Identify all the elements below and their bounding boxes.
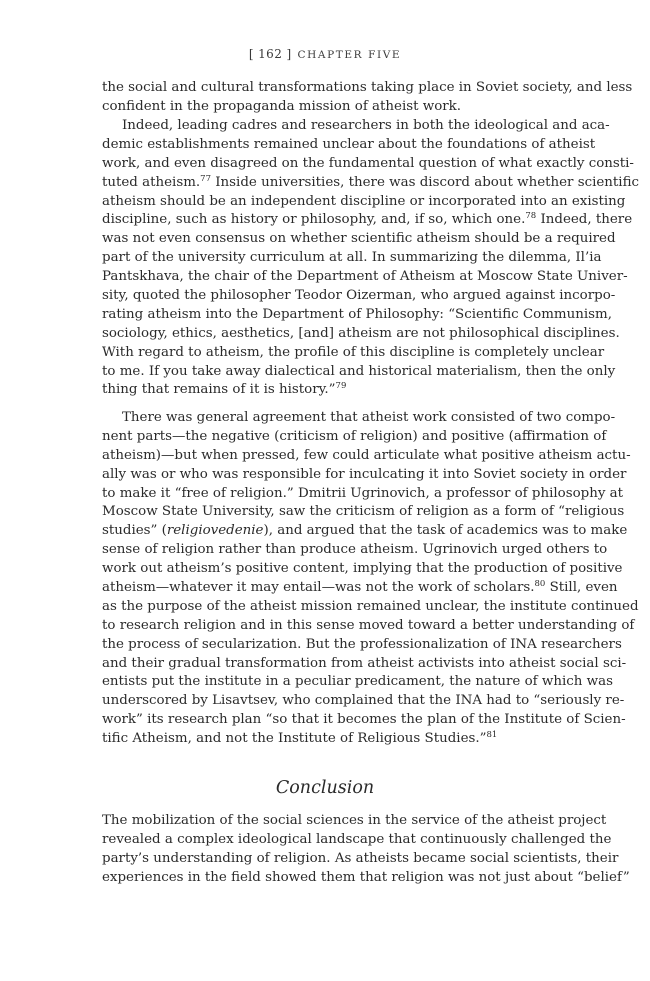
line-text: nent parts—the negative (criticism of religion) and positive (affirmation of: [102, 428, 607, 444]
line-text: to me. If you take away dialectical and historical materialism, then the only: [102, 363, 616, 379]
line-text: sity, quoted the philosopher Teodor Oizerman, who argued against incorpo-: [102, 288, 616, 304]
line-text: and their gradual transformation from atheist activists into atheist social sci-: [102, 655, 627, 671]
text-line: [102, 503, 625, 522]
chapter-title: CHAPTER FIVE: [297, 49, 402, 61]
text-line: [102, 344, 605, 363]
text-line: [102, 193, 626, 212]
text-line: [102, 560, 623, 579]
text-line: [102, 522, 628, 541]
line-text: sense of religion rather than produce atheism. Ugrinovich urged others to: [102, 542, 608, 558]
line-text: tific Atheism, and not the Institute of Religious Studies.”: [102, 731, 487, 747]
line-text: Indeed, there: [536, 212, 633, 228]
text-line: [102, 655, 627, 674]
line-text: to research religion and in this sense moved toward a better understanding of: [102, 617, 635, 633]
line-text: Indeed, leading cadres and researchers in both the ideological and aca-: [122, 118, 610, 133]
line-text: studies” (: [102, 523, 167, 539]
line-text: entists put the institute in a peculiar predicament, the nature of which was: [102, 674, 613, 690]
footnote-reference[interactable]: 81: [486, 730, 498, 741]
text-line: [102, 155, 634, 174]
line-text: experiences in the field showed them that religion was not just about “belief”: [102, 869, 630, 885]
line-text: to make it “free of religion.” Dmitrii Ugrinovich, a professor of philosophy at: [102, 485, 624, 501]
text-line: [102, 268, 628, 287]
text-line: [102, 617, 635, 636]
footnote-reference[interactable]: 78: [525, 211, 537, 222]
text-line: [102, 730, 562, 749]
line-text: Inside universities, there was discord about whether scientific: [211, 174, 640, 190]
italic-term: religiovedenie: [166, 523, 264, 539]
line-text: atheism—whatever it may entail—was not the work of scholars.: [102, 580, 535, 596]
line-text: rating atheism into the Department of Philosophy: “Scientific Communism,: [102, 306, 612, 322]
line-text: atheism)—but when pressed, few could articulate what positive atheism actu-: [102, 447, 631, 463]
running-head: [0, 46, 650, 63]
footnote-reference[interactable]: 80: [534, 579, 546, 590]
line-text: discipline, such as history or philosophy, and, if so, which one.: [102, 212, 526, 228]
text-line: [102, 363, 616, 382]
text-line: [102, 598, 639, 617]
text-line: [102, 98, 562, 117]
page-number: [ 162 ]: [248, 47, 292, 61]
paragraph: [102, 812, 630, 888]
line-text: The mobilization of the social sciences in the service of the atheist project: [102, 813, 607, 828]
line-text: There was general agreement that atheist work consisted of two compo-: [122, 410, 616, 425]
text-line: [102, 79, 633, 98]
line-text: part of the university curriculum at all. In summarizing the dilemma, Il’ia: [102, 250, 602, 266]
line-text: Still, even: [545, 580, 618, 596]
line-text: Moscow State University, saw the criticism of religion as a form of “religious: [102, 504, 625, 520]
text-line: [102, 447, 631, 466]
section-heading: Conclusion: [275, 778, 375, 798]
text-line: [102, 249, 602, 268]
text-line: [102, 541, 608, 560]
text-line: [102, 230, 616, 249]
line-text: was not even consensus on whether scientific atheism should be a required: [102, 231, 616, 247]
line-text: ally was or who was responsible for inculcating it into Soviet society in order: [102, 466, 627, 482]
footnote-reference[interactable]: 79: [335, 381, 347, 392]
line-text: revealed a complex ideological landscape that continuously challenged the: [102, 831, 612, 847]
line-text: tuted atheism.: [102, 174, 201, 190]
line-text: sociology, ethics, aesthetics, [and] atheism are not philosophical disciplines.: [102, 325, 620, 341]
text-line: [102, 692, 625, 711]
text-line: [102, 466, 627, 485]
line-text: demic establishments remained unclear about the foundations of atheist: [102, 136, 596, 152]
text-line: [102, 287, 616, 306]
line-text: party’s understanding of religion. As atheists became social scientists, their: [102, 850, 619, 866]
line-text: work, and even disagreed on the fundamental question of what exactly consti-: [102, 155, 634, 171]
text-line: [102, 850, 619, 869]
text-line: [102, 409, 616, 428]
line-text: as the purpose of the atheist mission remained unclear, the institute continued: [102, 598, 639, 614]
line-text: the social and cultural transformations taking place in Soviet society, and less: [102, 80, 633, 95]
line-text: thing that remains of it is history.”: [102, 382, 336, 398]
text-line: [102, 117, 610, 136]
paragraph: [102, 79, 633, 117]
text-line: [102, 173, 640, 193]
text-line: [102, 136, 596, 155]
line-text: work out atheism’s positive content, implying that the production of positive: [102, 561, 623, 577]
line-text: confident in the propaganda mission of atheist work.: [102, 98, 462, 114]
text-line: [102, 579, 618, 598]
text-line: [102, 381, 562, 400]
text-line: [102, 485, 624, 504]
line-text: With regard to atheism, the profile of this discipline is completely unclear: [102, 344, 605, 360]
text-line: [102, 869, 630, 888]
line-text: ), and argued that the task of academics was to make: [263, 523, 628, 539]
footnote-reference[interactable]: 77: [200, 173, 211, 184]
line-text: atheism should be an independent discipline or incorporated into an existing: [102, 193, 626, 209]
line-text: underscored by Lisavtsev, who complained that the INA had to “seriously re-: [102, 693, 625, 709]
text-line: [102, 211, 633, 230]
line-text: the process of secularization. But the professionalization of INA researchers: [102, 636, 622, 652]
line-text: work” its research plan “so that it becomes the plan of the Institute of Scien-: [102, 712, 626, 728]
paragraph: [102, 409, 639, 749]
line-text: Pantskhava, the chair of the Department of Atheism at Moscow State Univer-: [102, 269, 628, 285]
text-line: [102, 673, 613, 692]
paragraph: [102, 117, 640, 400]
text-line: [102, 831, 612, 850]
text-line: [102, 812, 607, 831]
text-line: [102, 428, 607, 447]
text-line: [102, 325, 620, 344]
text-line: [102, 306, 612, 325]
text-line: [102, 711, 626, 730]
text-line: [102, 636, 622, 655]
